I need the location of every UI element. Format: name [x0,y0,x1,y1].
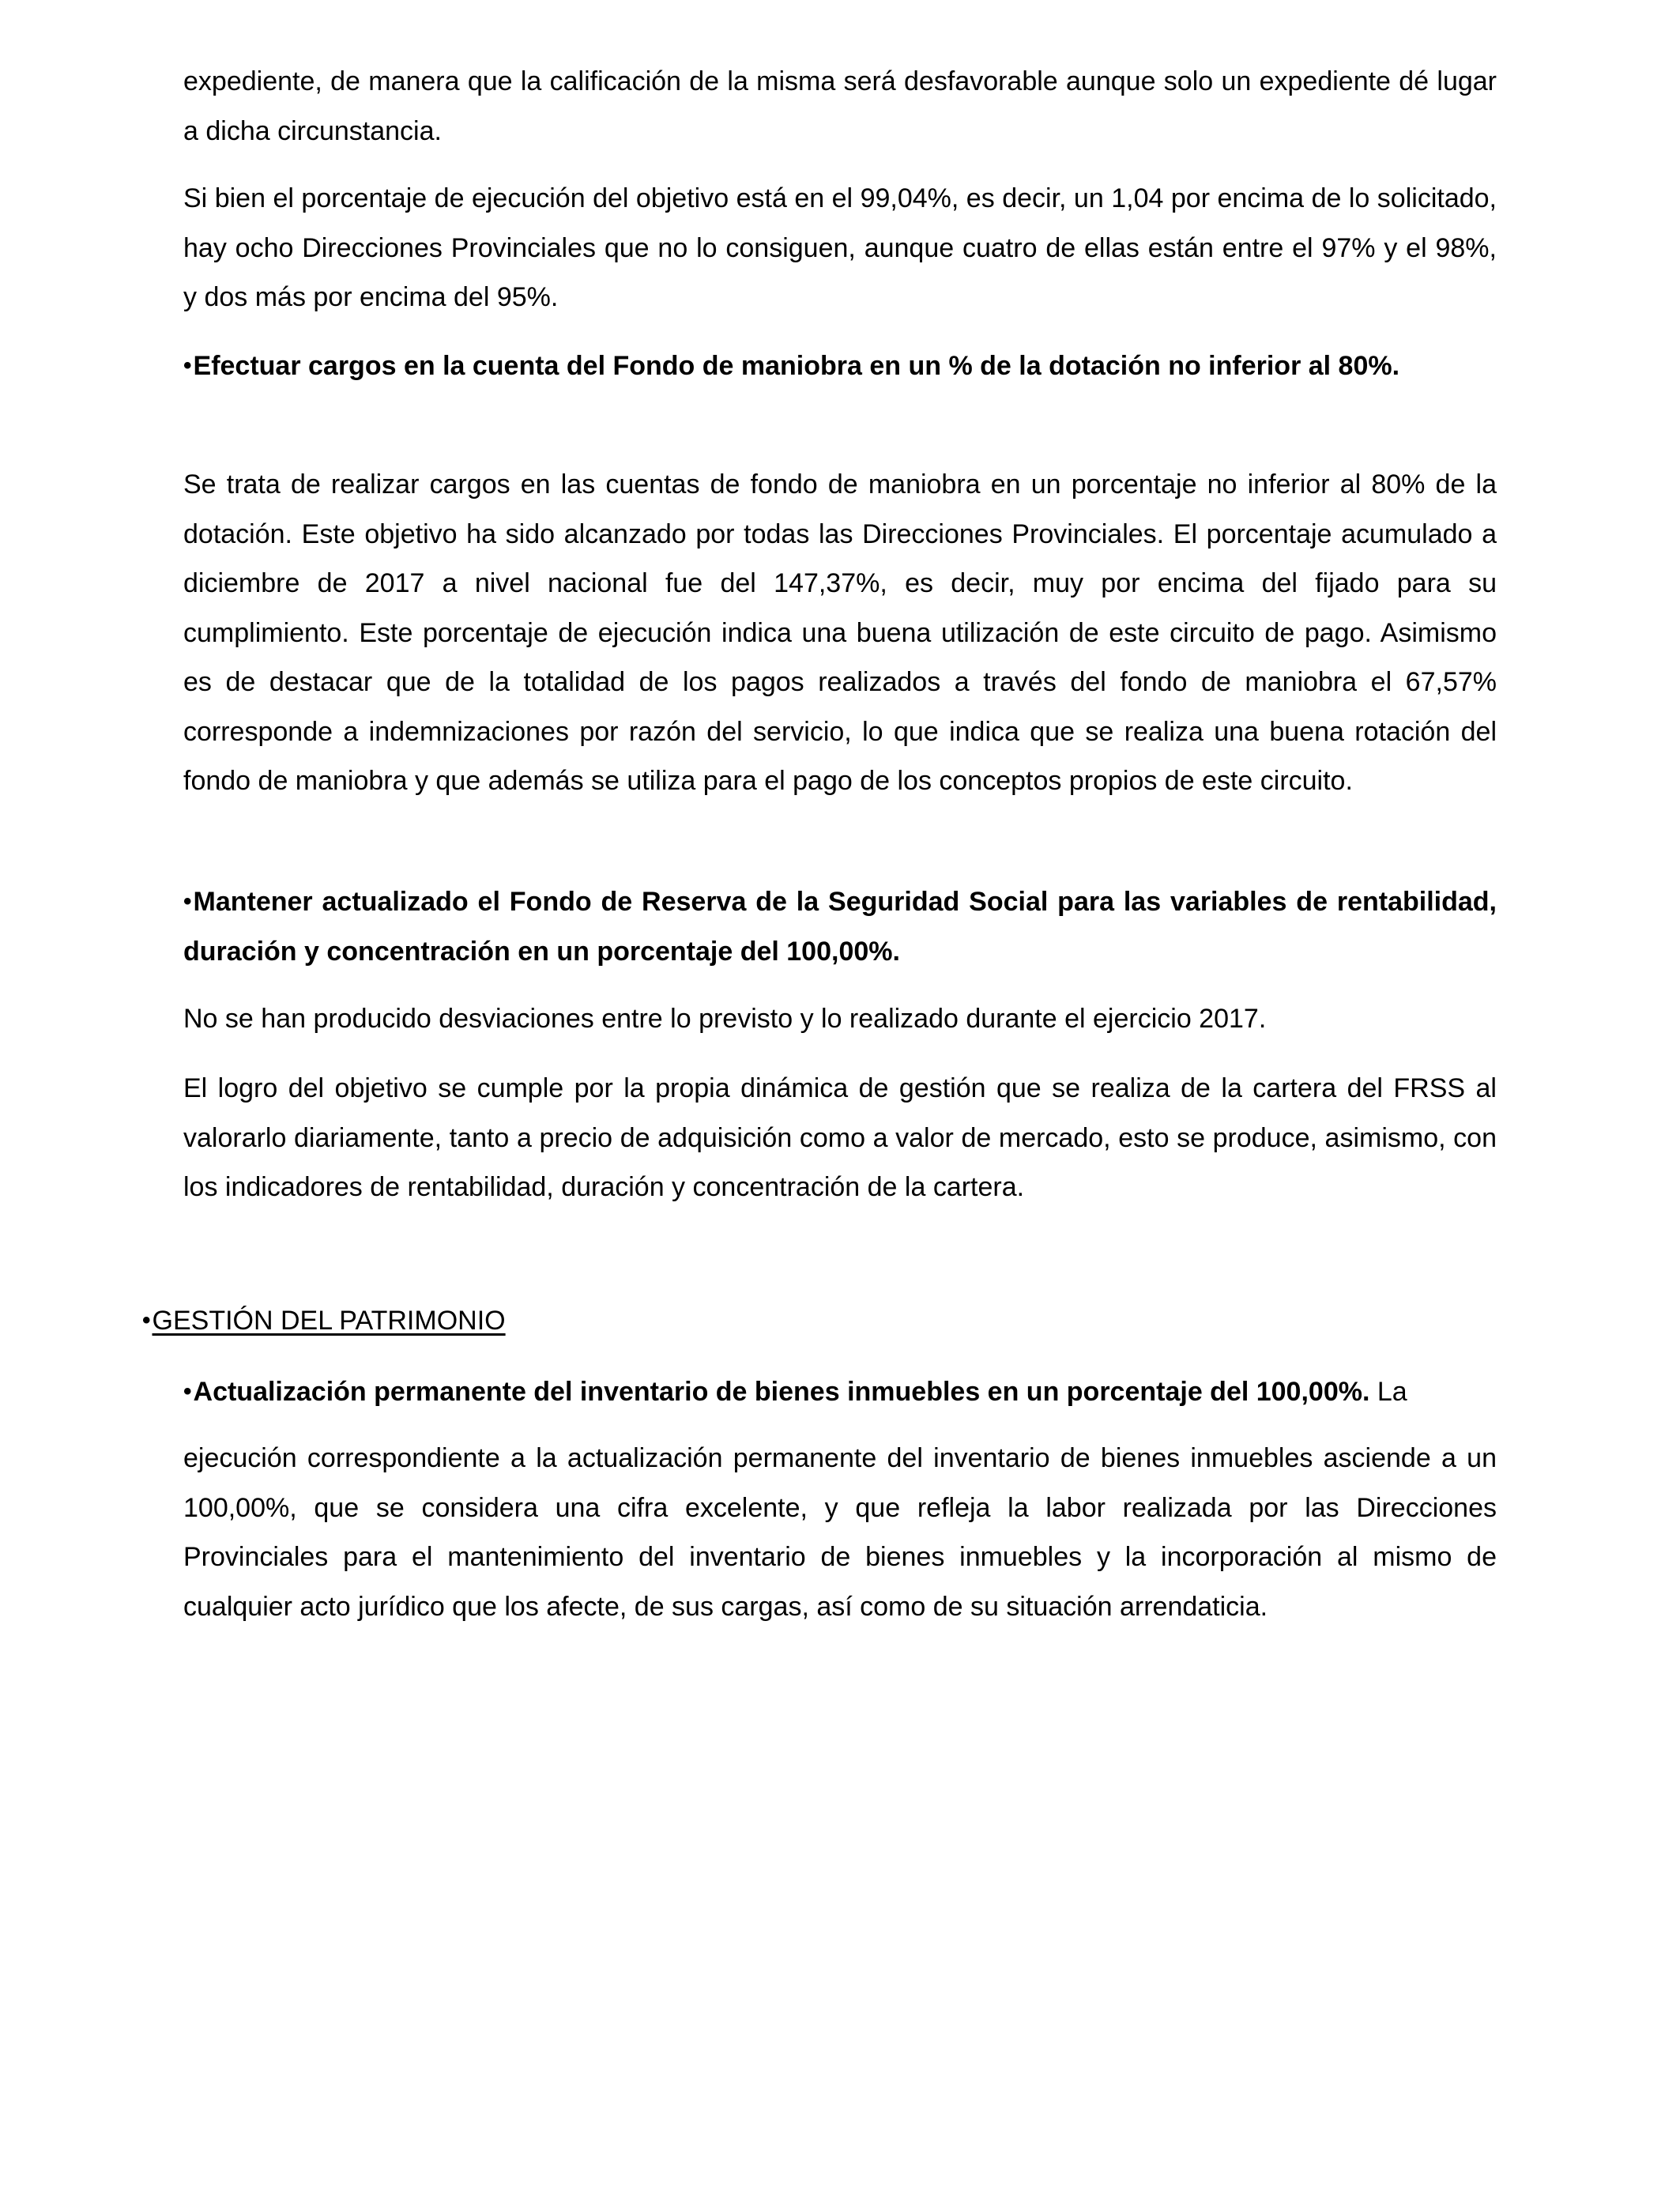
inventario-paragraph: ejecución correspondiente a la actualización permanente del inventario de bienes inmuebles asciende a un 100,00%, que se considera una cifra excelente, y que refleja la labor realizada por las Direcciones Provinciales para el mantenimiento del inventario de bienes inmuebles y la incorporación al mismo de cualquier acto jurídico que los afecte, de sus cargas, así como de su situación arrendaticia. [183,1443,1497,1622]
bullet-icon: • [183,1378,192,1404]
bullet-icon: • [183,888,192,914]
fondo-maniobra-paragraph: Se trata de realizar cargos en las cuentas de fondo de maniobra en un porcentaje no inferior al 80% de la dotación. Este objetivo ha sido alcanzado por todas las Direcciones Provinciales. El porcentaje acumulado a diciembre de 2017 a nivel nacional fue del 147,37%, es decir, muy por encima del fijado para su cumplimiento. Este porcentaje de ejecución indica una buena utilización de este circuito de pago. Asimismo es de destacar que de la totalidad de los pagos realizados a través del fondo de maniobra el 67,57% corresponde a indemnizaciones por razón del servicio, lo que indica que se realiza una buena rotación del fondo de maniobra y que además se utiliza para el pago de los conceptos propios de este circuito. [183,469,1497,796]
section-heading-patrimonio [142,1296,506,1346]
fondo-reserva-objective-text: Mantener actualizado el Fondo de Reserva de la Seguridad Social para las variables de rentabilidad, duración y concentración en un porcentaje del 100,00%. [183,887,1497,967]
fondo-maniobra-objective [183,341,1497,391]
fondo-maniobra-objective-text: Efectuar cargos en la cuenta del Fondo de maniobra en un % de la dotación no inferior al 80%. [193,351,1400,381]
bullet-icon: • [183,352,192,379]
inventario-objective-text: Actualización permanente del inventario de bienes inmuebles en un porcentaje del 100,00%. [193,1377,1370,1407]
bullet-icon: • [142,1307,151,1333]
section-title: GESTIÓN DEL PATRIMONIO [152,1306,506,1336]
inventario-objective [183,1367,1497,1417]
intro-paragraph: expediente, de manera que la calificación de la misma será desfavorable aunque solo un expediente dé lugar a dicha circunstancia. [183,66,1497,146]
fondo-reserva-objective [183,877,1497,976]
inventario-objective-trailing: La [1369,1377,1407,1407]
execution-paragraph: Si bien el porcentaje de ejecución del objetivo está en el 99,04%, es decir, un 1,04 por encima de lo solicitado, hay ocho Direcciones Provinciales que no lo consiguen, aunque cuatro de ellas están entre el 97% y el 98%, y dos más por encima del 95%. [183,183,1497,312]
logro-paragraph: El logro del objetivo se cumple por la propia dinámica de gestión que se realiza de la cartera del FRSS al valorarlo diariamente, tanto a precio de adquisición como a valor de mercado, esto se produce, asimismo, con los indicadores de rentabilidad, duración y concentración de la cartera. [183,1073,1497,1202]
no-desviaciones-paragraph: No se han producido desviaciones entre lo previsto y lo realizado durante el ejercicio 2017. [183,1004,1267,1034]
